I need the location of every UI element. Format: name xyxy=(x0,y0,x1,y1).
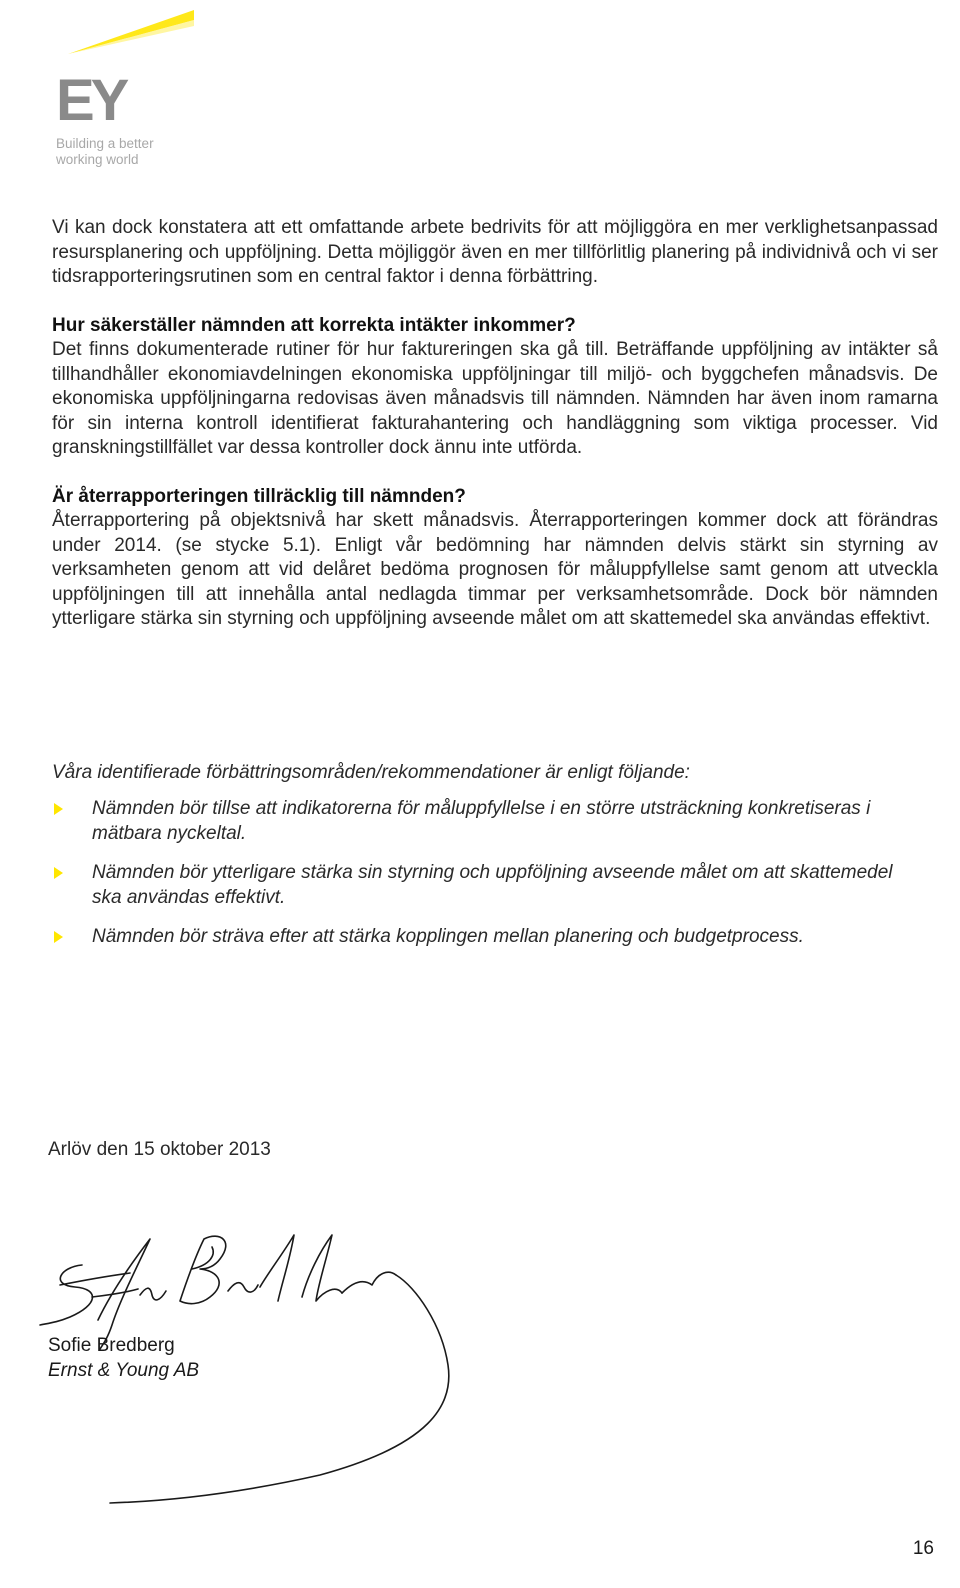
section2-text: Återrapportering på objektsnivå har skett månadsvis. Återrapporteringen kommer dock att förändras under 2014. (se stycke 5.1). Enligt vår bedömning har nämnden delvis stärkt sin styrning av verksamheten genom att vid delåret bedöma prognosen för måluppfyllelse samt genom att utveckla uppföljningen till att innehålla antal nedlagda timmar per verksamhetsområde. Dock bör nämnden ytterligare stärka sin styrning och uppföljning avseende målet om att skattemedel ska användas effektivt. xyxy=(52,510,938,629)
recommendation-item xyxy=(52,796,922,846)
triangle-bullet-icon xyxy=(54,803,63,815)
section1-heading: Hur säkerställer nämnden att korrekta intäkter inkommer? xyxy=(52,314,576,336)
place-date: Arlöv den 15 oktober 2013 xyxy=(48,1139,271,1160)
document-body xyxy=(52,216,938,632)
logo-wordmark: EY xyxy=(56,68,126,133)
logo-tagline: Building a better working world xyxy=(56,136,154,167)
recommendation-item xyxy=(52,860,922,910)
ey-logo xyxy=(54,8,204,168)
recommendation-text: Nämnden bör ytterligare stärka sin styrning och uppföljning avseende målet om att skattemedel ska användas effektivt. xyxy=(92,862,893,908)
triangle-bullet-icon xyxy=(54,931,63,943)
page-number: 16 xyxy=(912,1538,934,1559)
recommendations-list xyxy=(52,796,922,963)
section1-text: Det finns dokumenterade rutiner för hur faktureringen ska gå till. Beträffande uppföljning av intäkter så tillhandhåller ekonomiavdelningen ekonomiska uppföljningar till miljö- och byggchefen månadsvis. De ekonomiska uppföljningarna redovisas även månadsvis till nämnden. Nämnden har även inom ramarna för sin interna kontroll identifierat fakturahantering och handläggning som viktiga processer. Vid granskningstillfället var dessa kontroller dock ännu inte utförda. xyxy=(52,339,938,458)
signer-name: Sofie Bredberg xyxy=(48,1335,175,1356)
intro-paragraph: Vi kan dock konstatera att ett omfattande arbete bedrivits för att möjliggöra en mer verklighetsanpassad resursplanering och uppföljning. Detta möjliggör även en mer tillförlitlig planering på individnivå och vi ser tidsrapporteringsrutinen som en central faktor i denna förbättring. xyxy=(52,217,938,287)
recommendation-text: Nämnden bör sträva efter att stärka kopplingen mellan planering och budgetprocess. xyxy=(92,926,804,947)
triangle-bullet-icon xyxy=(54,867,63,879)
recommendations-title: Våra identifierade förbättringsområden/rekommendationer är enligt följande: xyxy=(52,762,690,783)
recommendation-text: Nämnden bör tillse att indikatorerna för måluppfyllelse i en större utsträckning konkretiseras i mätbara nyckeltal. xyxy=(92,798,871,844)
section2-heading: Är återrapporteringen tillräcklig till nämnden? xyxy=(52,485,466,507)
recommendation-item xyxy=(52,924,922,949)
signer-organization: Ernst & Young AB xyxy=(48,1360,200,1381)
